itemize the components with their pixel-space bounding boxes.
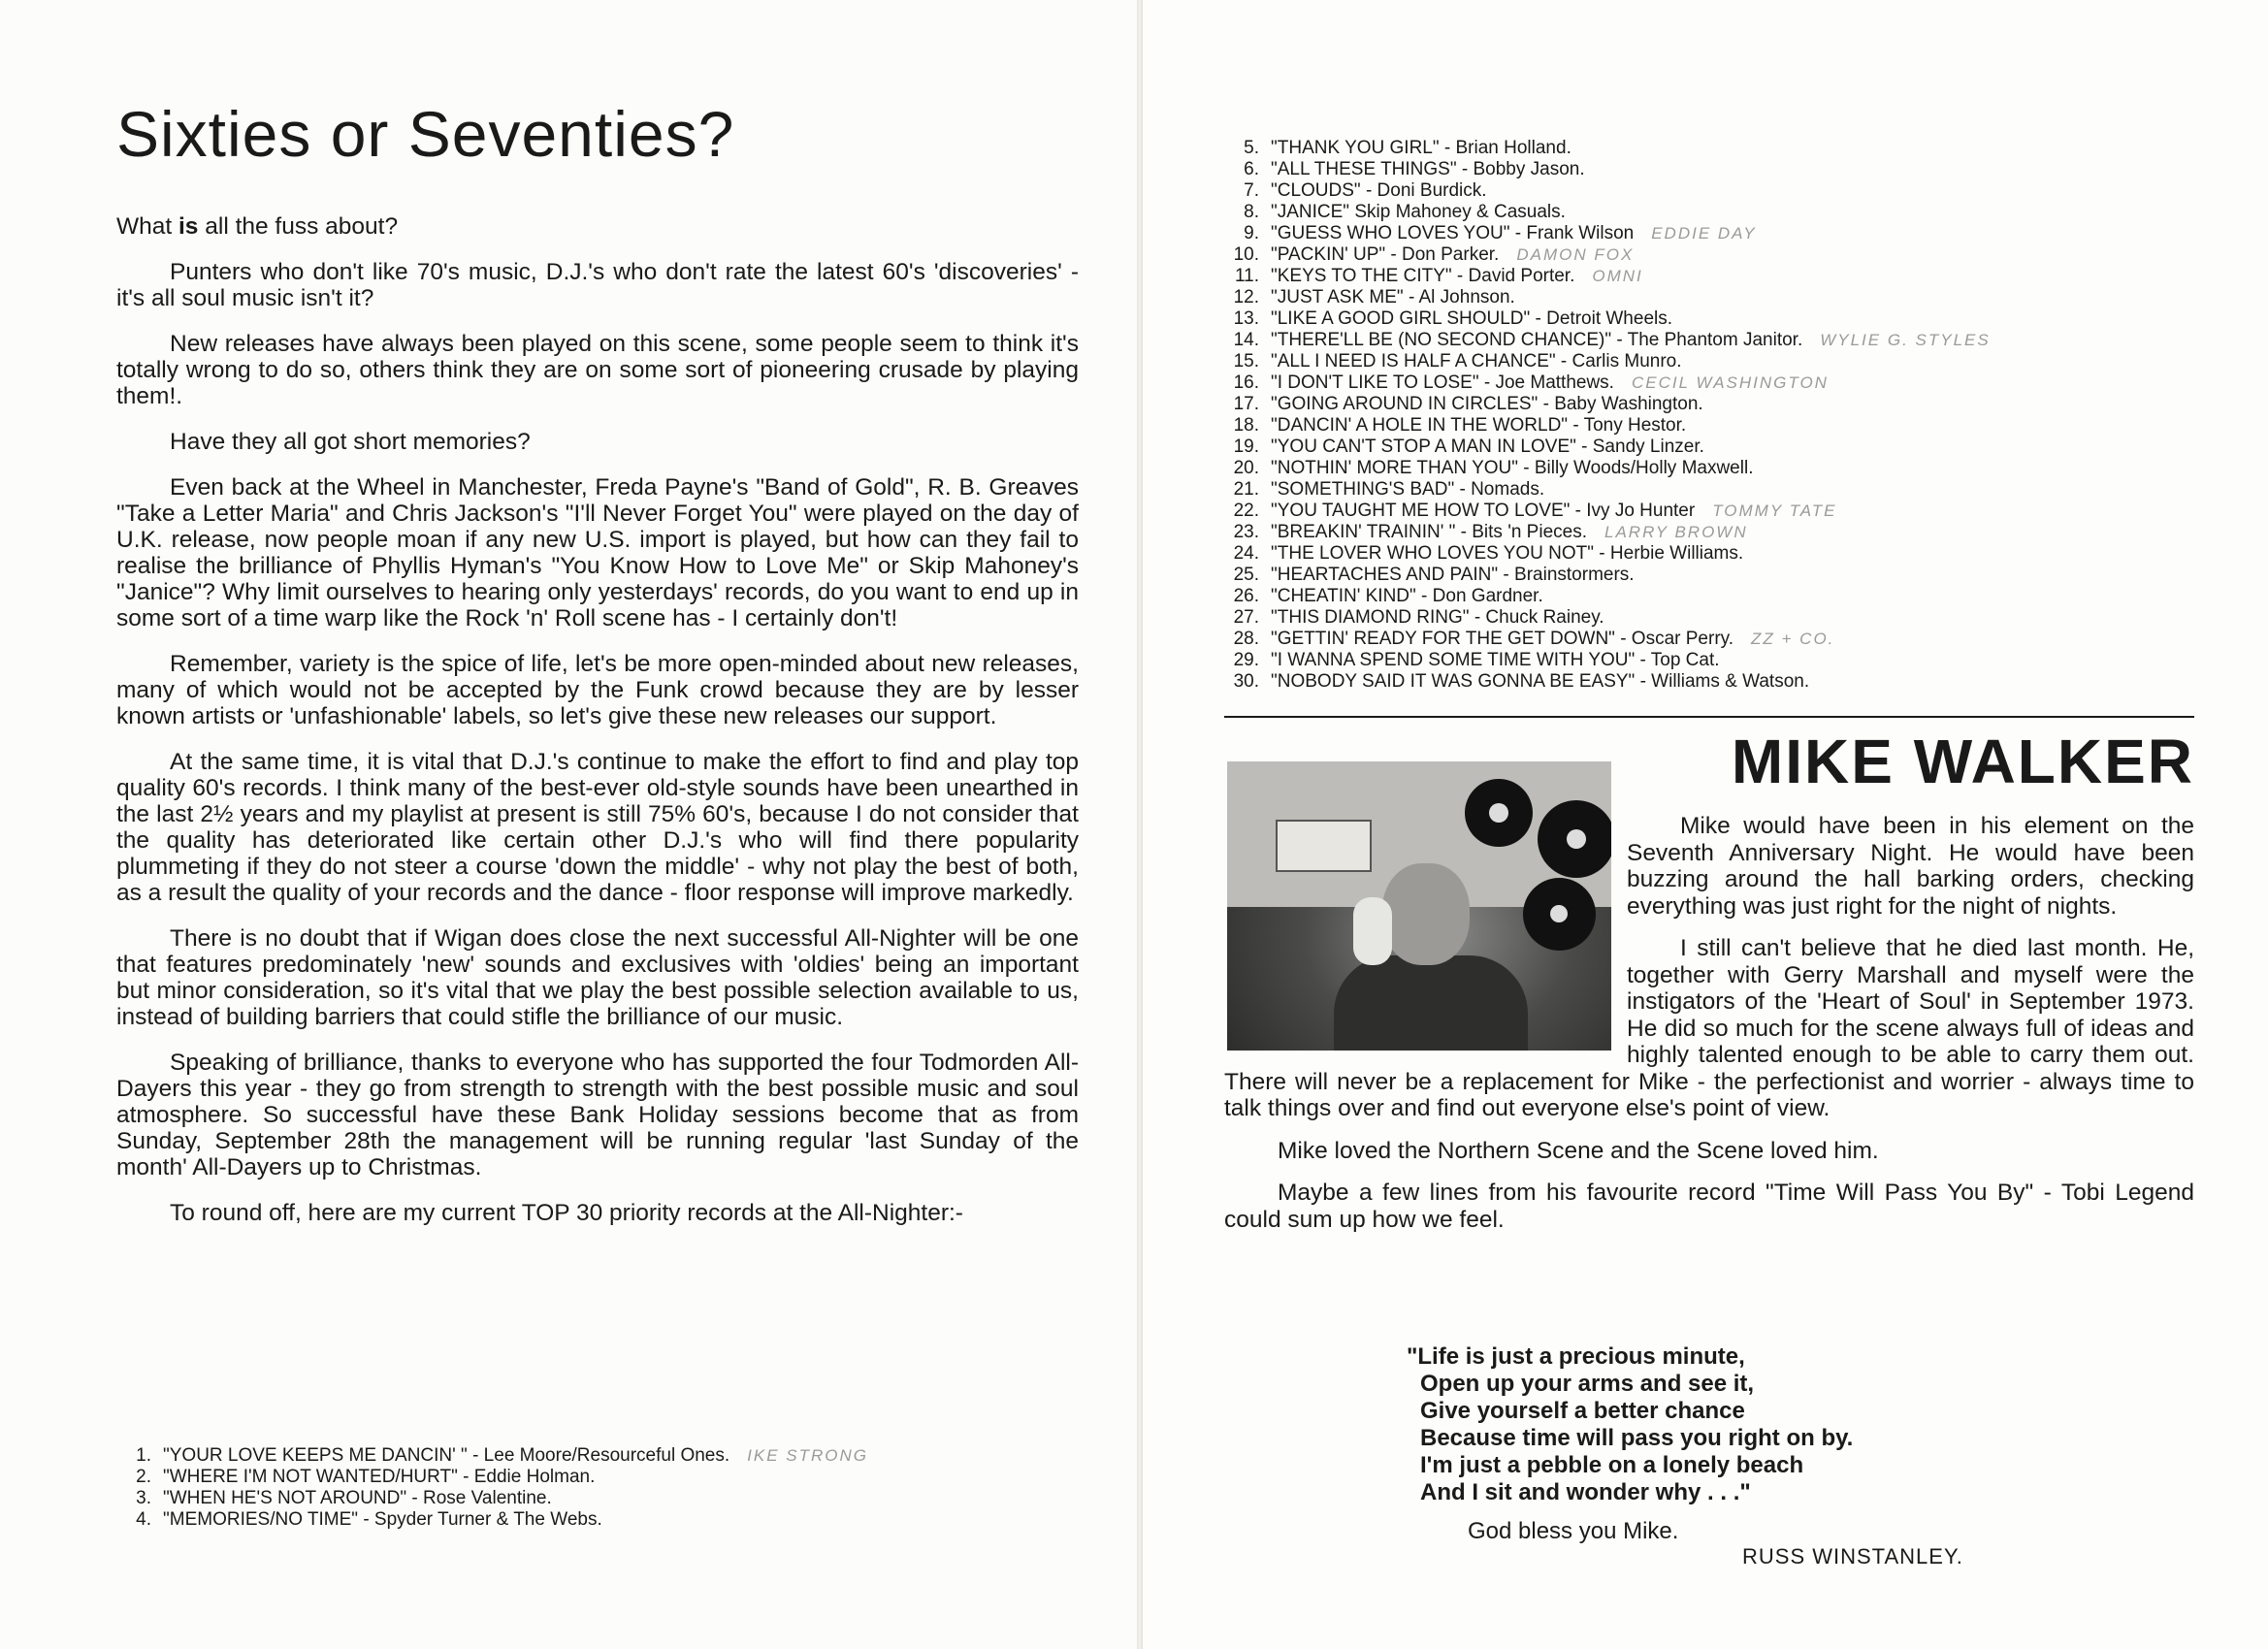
record-list-left — [116, 1445, 1086, 1531]
paragraph: To round off, here are my current TOP 30 priority records at the All-Nighter:- — [170, 1200, 963, 1226]
paragraph: Remember, variety is the spice of life, let's be more open-minded about new releases, many of which would not be accepted by the Funk crowd because they are by lesser known artists or 'unfashionable' labels, so let's give these new releases our support. — [116, 651, 1079, 729]
handwritten-note: OMNI — [1592, 267, 1643, 285]
handwritten-note: IKE STRONG — [747, 1446, 869, 1465]
list-item: 11. "KEYS TO THE CITY" - David Porter. OMNI — [1234, 266, 1643, 286]
list-item: 30. "NOBODY SAID IT WAS GONNA BE EASY" - Williams & Watson. — [1233, 671, 1810, 692]
lyric-line: "Life is just a precious minute, — [1407, 1343, 1745, 1370]
list-item: 20. "NOTHIN' MORE THAN YOU" - Billy Woods/Holly Maxwell. — [1233, 458, 1754, 478]
lyric-line: And I sit and wonder why . . ." — [1420, 1479, 1751, 1505]
list-item: 29. "I WANNA SPEND SOME TIME WITH YOU" - Top Cat. — [1233, 650, 1720, 670]
paragraph: New releases have always been played on this scene, some people seem to think it's totally wrong to do so, others think they are on some sort of pioneering crusade by playing them!. — [116, 331, 1079, 409]
paragraph: Even back at the Wheel in Manchester, Freda Payne's "Band of Gold", R. B. Greaves "Take a Letter Maria" and Chris Jackson's "I'll Never Forget You" were played on the day of U.K. release, now people moan if any new U.S. import is played, but how can they fail to realise the brilliance of Phyllis Hyman's "You Know How to Love Me" or Skip Mahoney's "Janice"? Why limit ourselves to hearing only yesterdays' records, do you want to end up in some sort of a time warp like the Rock 'n' Roll scene has - I certainly don't! — [116, 474, 1079, 631]
closing-line: God bless you Mike. — [1468, 1518, 1679, 1544]
handwritten-note: EDDIE DAY — [1651, 224, 1757, 242]
list-item: 14. "THERE'LL BE (NO SECOND CHANCE)" - The Phantom Janitor. WYLIE G. STYLES — [1233, 330, 1991, 350]
list-item: 24. "THE LOVER WHO LOVES YOU NOT" - Herbie Williams. — [1233, 543, 1744, 564]
paragraph: Mike would have been in his element on the Seventh Anniversary Night. He would have been buzzing around the hall barking orders, checking everything was just right for the night of nights. — [1627, 813, 2194, 920]
list-item: 27. "THIS DIAMOND RING" - Chuck Rainey. — [1233, 607, 1604, 628]
lyric-line: Open up your arms and see it, — [1420, 1371, 1755, 1397]
list-item: 19. "YOU CAN'T STOP A MAN IN LOVE" - Sandy Linzer. — [1233, 436, 1704, 457]
list-item: 7. "CLOUDS" - Doni Burdick. — [1244, 180, 1487, 201]
list-item: 4. "MEMORIES/NO TIME" - Spyder Turner & The Webs. — [136, 1509, 602, 1530]
paragraph: I still can't believe that he died last month. He, together with Gerry Marshall and myself were the instigators of the 'Heart of Soul' in September 1973. He did so much for the scene always full of ideas and highly talented enough to be able to carry them out. There will never be a replacement for Mike - the perfectionist and worrier - always time to talk things over and find out everyone else's point of view. — [1224, 935, 2194, 1121]
paragraph: Punters who don't like 70's music, D.J.'s who don't rate the latest 60's 'discoveries' - it's all soul music isn't it? — [116, 259, 1079, 311]
list-item: 8. "JANICE" Skip Mahoney & Casuals. — [1244, 202, 1566, 222]
article-body — [116, 213, 1079, 1245]
list-item: 28. "GETTIN' READY FOR THE GET DOWN" - Oscar Perry. ZZ + CO. — [1233, 629, 1835, 649]
list-item: 12. "JUST ASK ME" - Al Johnson. — [1233, 287, 1515, 307]
article-title: Sixties or Seventies? — [116, 98, 735, 170]
handwritten-note: ZZ + CO. — [1751, 630, 1835, 648]
author-signature: RUSS WINSTANLEY. — [1742, 1544, 1963, 1568]
list-item: 2. "WHERE I'M NOT WANTED/HURT" - Eddie Holman. — [136, 1467, 596, 1487]
tribute-title: MIKE WALKER — [1731, 727, 2194, 796]
lyric-line: Because time will pass you right on by. — [1420, 1425, 1854, 1451]
paragraph: Mike loved the Northern Scene and the Scene loved him. — [1278, 1137, 1879, 1164]
list-item: 18. "DANCIN' A HOLE IN THE WORLD" - Tony Hestor. — [1233, 415, 1687, 436]
paragraph: At the same time, it is vital that D.J.'s continue to make the effort to find and play top quality 60's records. I think many of the best-ever old-style sounds have been unearthed in the last 2½ years and my playlist at present is still 75% 60's, because I do not consider that the quality has deteriorated like certain other D.J.'s who will find there popularity plummeting if they do not steer a course 'down the middle' - why not play the best of both, as a result the quality of your records and the dance - floor response will improve markedly. — [116, 749, 1079, 906]
lyric-line: Give yourself a better chance — [1420, 1398, 1745, 1424]
list-item: 3. "WHEN HE'S NOT AROUND" - Rose Valentine. — [136, 1488, 552, 1508]
list-item: 26. "CHEATIN' KIND" - Don Gardner. — [1233, 586, 1543, 606]
list-item: 10. "PACKIN' UP" - Don Parker. DAMON FOX — [1233, 244, 1635, 265]
tribute-body — [1224, 813, 2194, 1248]
lyric-line: I'm just a pebble on a lonely beach — [1420, 1452, 1804, 1478]
paragraph: Maybe a few lines from his favourite record "Time Will Pass You By" - Tobi Legend could sum up how we feel. — [1224, 1180, 2194, 1233]
handwritten-note: WYLIE G. STYLES — [1820, 331, 1991, 349]
handwritten-note: CECIL WASHINGTON — [1631, 373, 1829, 392]
list-item: 23. "BREAKIN' TRAININ' " - Bits 'n Pieces. LARRY BROWN — [1233, 522, 1748, 542]
list-item: 13. "LIKE A GOOD GIRL SHOULD" - Detroit Wheels. — [1233, 308, 1673, 329]
list-item: 9. "GUESS WHO LOVES YOU" - Frank Wilson EDDIE DAY — [1244, 223, 1757, 243]
paragraph: Have they all got short memories? — [170, 429, 531, 455]
section-divider — [1224, 716, 2194, 718]
paragraph: Speaking of brilliance, thanks to everyone who has supported the four Todmorden All-Dayers this year - they go from strength to strength with the best possible music and soul atmosphere. So successful have these Bank Holiday sessions become that as from Sunday, September 28th the management will be running regular 'last Sunday of the month' All-Dayers up to Christmas. — [116, 1050, 1079, 1180]
handwritten-note: TOMMY TATE — [1712, 501, 1837, 520]
list-item: 22. "YOU TAUGHT ME HOW TO LOVE" - Ivy Jo Hunter TOMMY TATE — [1233, 501, 1837, 521]
list-item: 6. "ALL THESE THINGS" - Bobby Jason. — [1244, 159, 1585, 179]
song-lyrics — [1407, 1343, 1853, 1506]
list-item: 15. "ALL I NEED IS HALF A CHANCE" - Carlis Munro. — [1233, 351, 1682, 372]
handwritten-note: LARRY BROWN — [1604, 523, 1748, 541]
list-item: 25. "HEARTACHES AND PAIN" - Brainstormers. — [1233, 565, 1635, 585]
paragraph: There is no doubt that if Wigan does close the next successful All-Nighter will be one that features predominately 'new' sounds and exclusives with 'oldies' being an important but minor consideration, so it's vital that we play the best possible selection available to us, instead of building barriers that could stifle the brilliance of our music. — [116, 925, 1079, 1030]
handwritten-note: DAMON FOX — [1516, 245, 1635, 264]
list-item: 16. "I DON'T LIKE TO LOSE" - Joe Matthews. CECIL WASHINGTON — [1233, 372, 1829, 393]
list-item: 1. "YOUR LOVE KEEPS ME DANCIN' " - Lee Moore/Resourceful Ones. IKE STRONG — [136, 1445, 869, 1466]
list-item: 5. "THANK YOU GIRL" - Brian Holland. — [1244, 138, 1571, 158]
record-list-right — [1224, 138, 2214, 693]
list-item: 21. "SOMETHING'S BAD" - Nomads. — [1233, 479, 1545, 500]
intro-question: What is all the fuss about? — [116, 213, 399, 240]
list-item: 17. "GOING AROUND IN CIRCLES" - Baby Washington. — [1233, 394, 1703, 414]
page-gutter — [1137, 0, 1143, 1649]
